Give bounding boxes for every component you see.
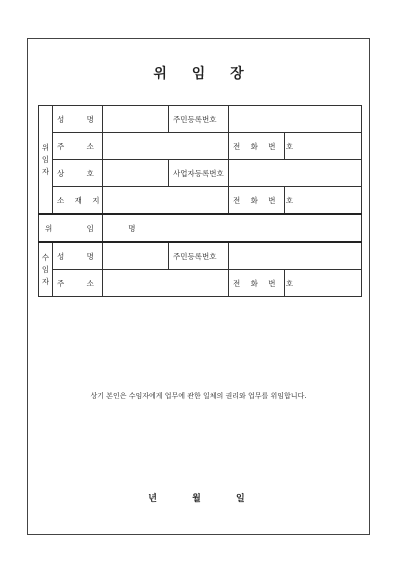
table-row [39, 214, 362, 242]
date-line [28, 491, 369, 504]
delegator-business-reg-no-field[interactable] [229, 160, 362, 187]
delegator-location-field[interactable] [103, 187, 229, 215]
delegation-title-label: 위 임 명 [39, 214, 103, 242]
delegator-location-label: 소 재 지 [53, 187, 103, 215]
delegator-resident-no-field[interactable] [229, 106, 362, 133]
delegate-address-field[interactable] [103, 270, 229, 297]
delegator-business-name-label: 상 호 [53, 160, 103, 187]
table-row [39, 270, 362, 297]
delegation-form-table [38, 105, 362, 297]
delegator-business-name-field[interactable] [103, 160, 169, 187]
delegator-phone-label: 전 화 번 호 [229, 133, 285, 160]
delegator-name-field[interactable] [103, 106, 169, 133]
date-month-label: 월 [192, 494, 205, 504]
delegate-name-label: 성 명 [53, 242, 103, 270]
table-row [39, 160, 362, 187]
delegate-name-field[interactable] [103, 242, 169, 270]
delegate-section-label: 수 임 자 [39, 242, 53, 297]
table-row [39, 133, 362, 160]
delegate-phone-label: 전 화 번 호 [229, 270, 285, 297]
delegator-name-label: 성 명 [53, 106, 103, 133]
delegate-resident-no-field[interactable] [229, 242, 362, 270]
document-title: 위 임 장 [153, 66, 254, 82]
date-day-label: 일 [235, 494, 249, 504]
delegate-resident-no-label: 주민등록번호 [169, 242, 229, 270]
document-page [27, 38, 370, 535]
delegation-statement: 상기 본인은 수임자에게 업무에 관한 일체의 권리와 업무를 위임합니다. [90, 392, 307, 400]
delegator-resident-no-label: 주민등록번호 [169, 106, 229, 133]
delegator-business-reg-no-label: 사업자등록번호 [169, 160, 229, 187]
delegator-address-field[interactable] [103, 133, 229, 160]
delegator-section-label: 위 임 자 [39, 106, 53, 215]
table-row [39, 106, 362, 133]
date-year-label: 년 [148, 494, 161, 504]
table-row [39, 187, 362, 215]
table-row [39, 242, 362, 270]
delegator-address-label: 주 소 [53, 133, 103, 160]
delegator-location-phone-label: 전 화 번 호 [229, 187, 285, 215]
delegate-address-label: 주 소 [53, 270, 103, 297]
